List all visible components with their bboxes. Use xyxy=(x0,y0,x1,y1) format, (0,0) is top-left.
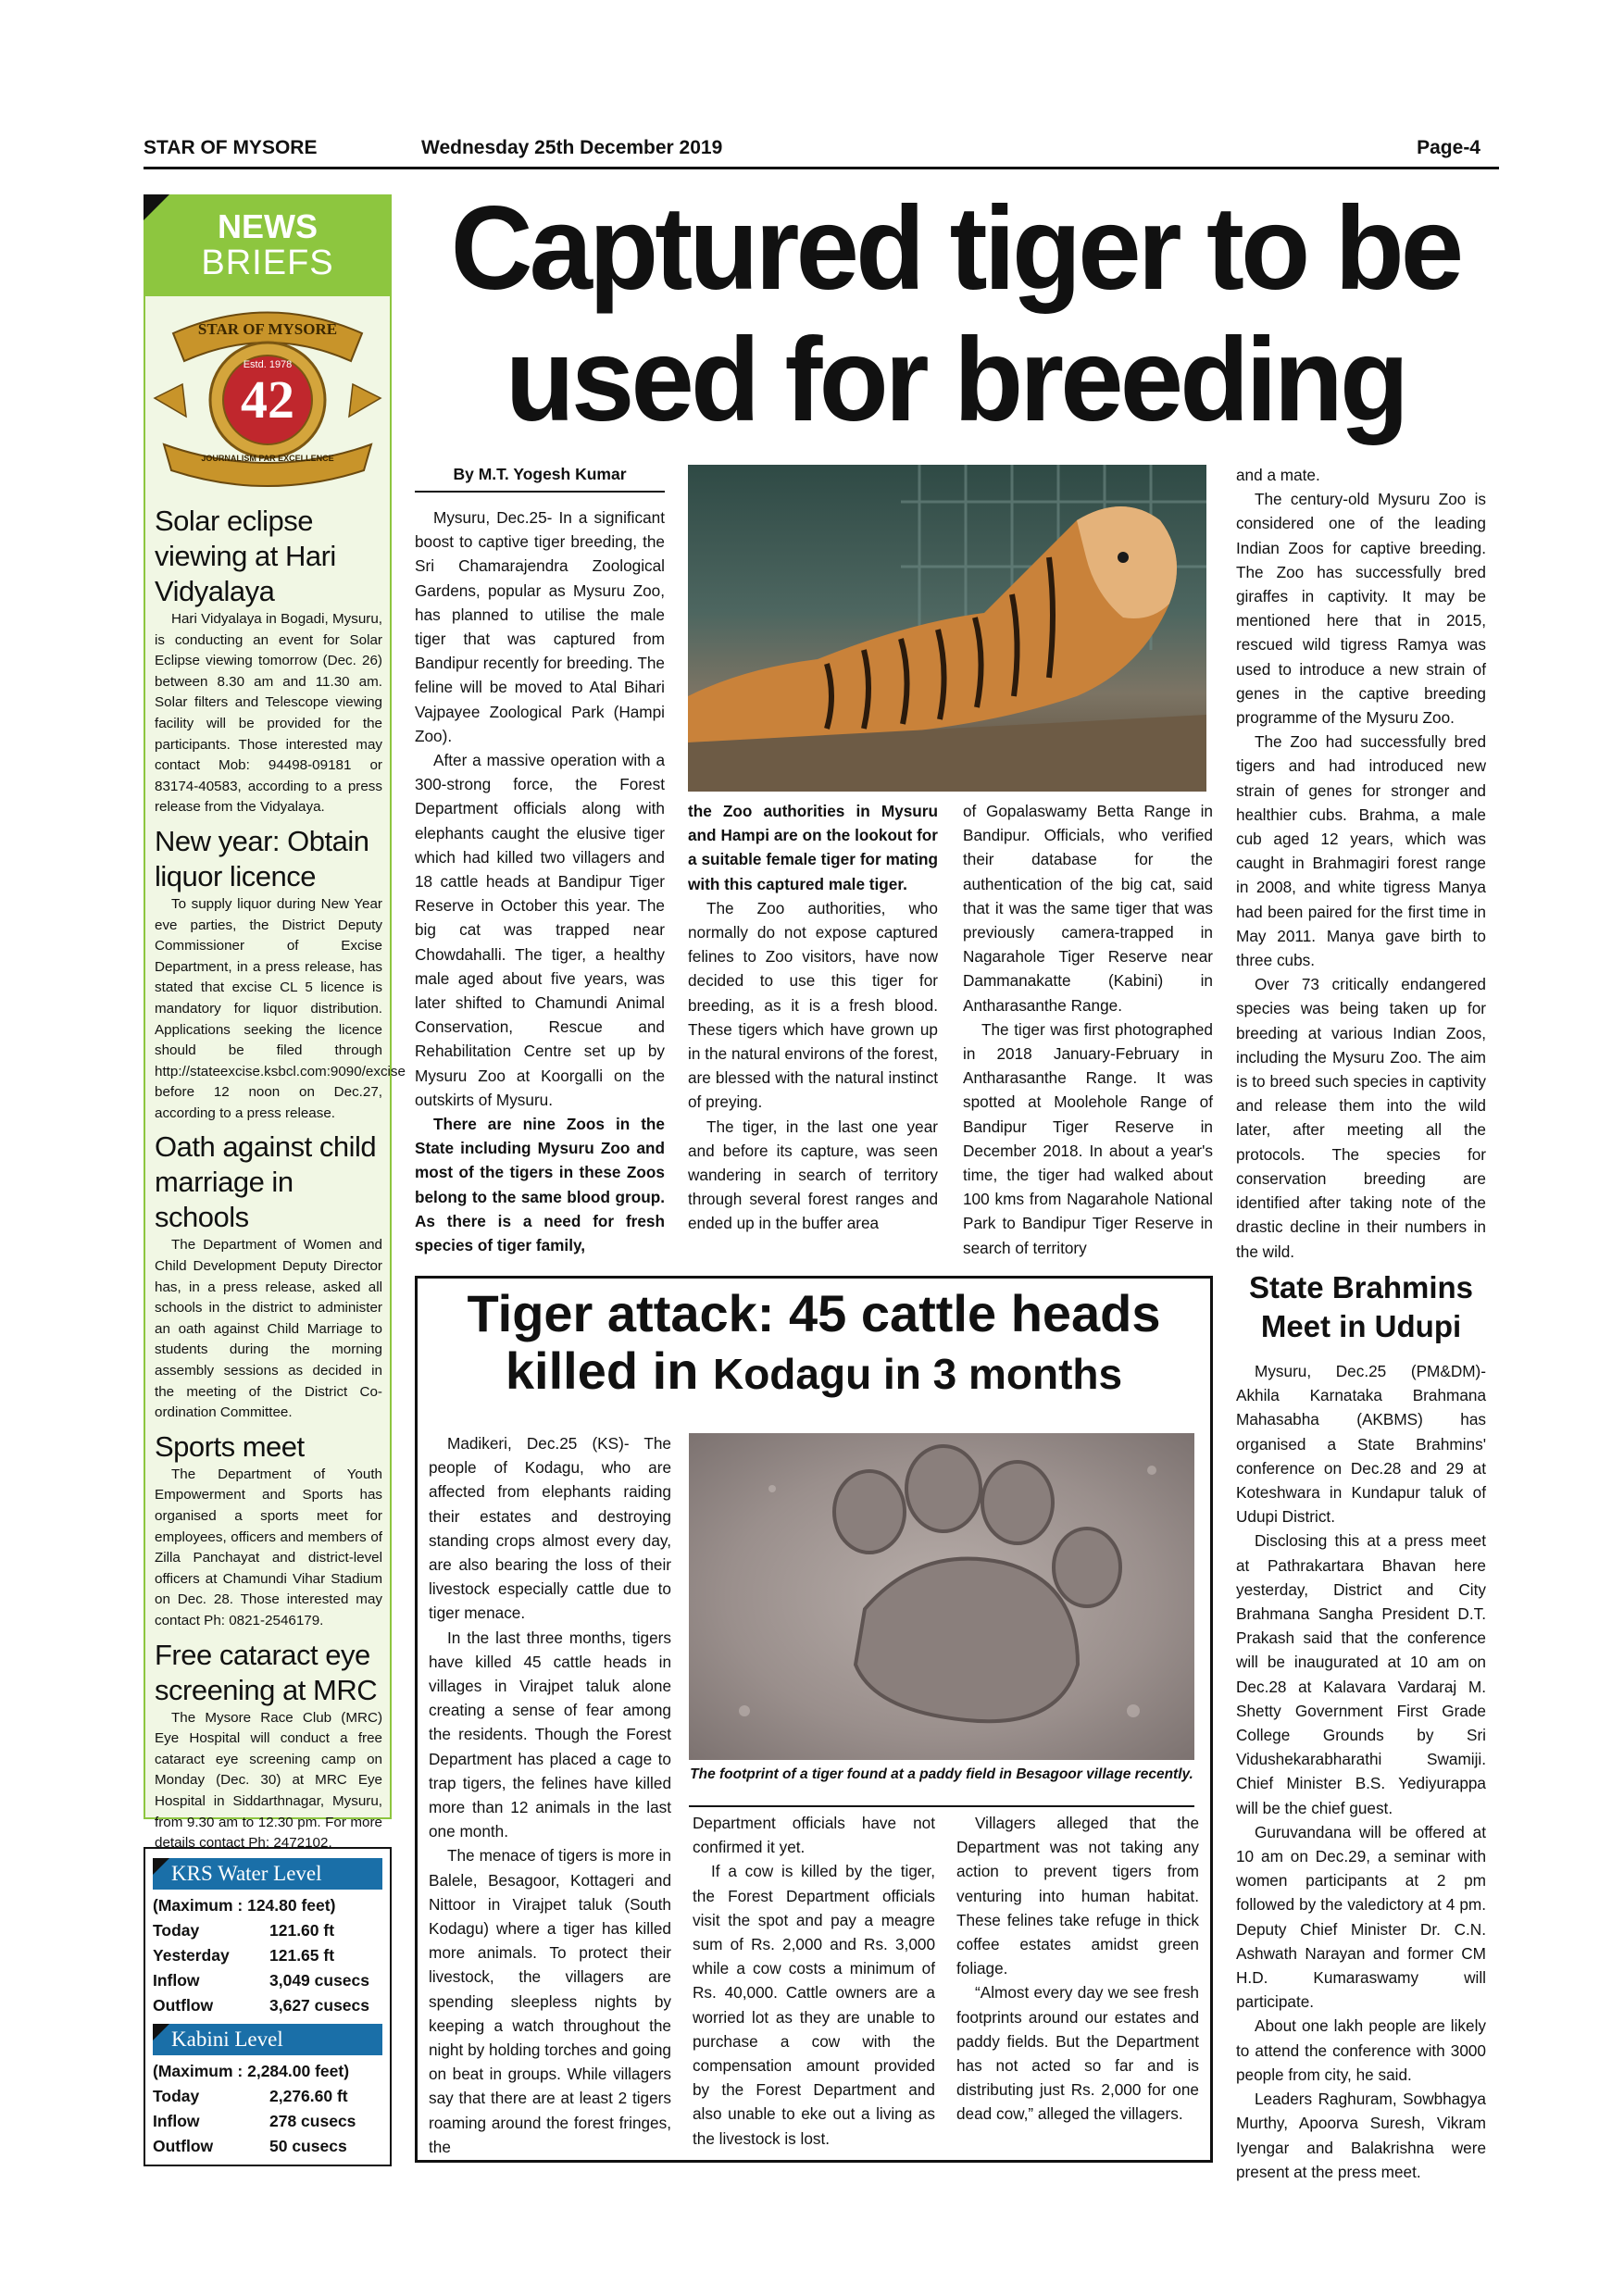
water-level-box xyxy=(144,1847,392,2166)
attack-headline-line2 xyxy=(421,1342,1206,1403)
brief-title: Free cataract eye screening at MRC xyxy=(155,1638,378,1706)
attack-headline xyxy=(421,1285,1206,1403)
krs-max: (Maximum : 124.80 feet) xyxy=(153,1896,336,1915)
krs-row: Inflow 3,049 cusecs xyxy=(153,1971,370,1990)
kabini-row: Today 2,276.60 ft xyxy=(153,2087,348,2105)
page-number: Page-4 xyxy=(1417,137,1480,158)
brahmins-paragraph: Guruvandana will be offered at 10 am on Dec.29, a seminar with women participants at 2 pm followed by the valedictory at 4 pm. Deputy Chief Minister Dr. C.N. Ashwath Narayan and former CM H.D. Kumaraswamy will participate. xyxy=(1236,1822,1486,2012)
brief-item xyxy=(155,1429,382,1632)
issue-date: Wednesday 25th December 2019 xyxy=(421,137,723,158)
brief-title: Solar eclipse viewing at Hari Vidyalaya xyxy=(155,505,336,607)
lead-paragraph: The tiger was first photographed in 2018 January-February in Antharasanthe Range. It was spotted at Moolehole Range of Bandipur Tiger Reserve in December 2018. In about a year's time, the tiger had walked about 100 kms from Nagarahole National Park to Bandipur Tiger Reserve in search of territory xyxy=(963,1019,1213,1257)
attack-paragraph: In the last three months, tigers have killed 45 cattle heads in villages in Virajpet taluk alone creating a sense of fear among the residents. Though the Forest Department has placed a cage to trap tigers, the felines have killed more than 12 animals in the last one month. xyxy=(429,1628,671,1841)
anniversary-logo xyxy=(145,296,390,504)
paper-name: STAR OF MYSORE xyxy=(144,137,318,158)
news-label: NEWS xyxy=(218,207,318,245)
lead-paragraph: of Gopalaswamy Betta Range in Bandipur. Officials, who verified their database for the authentication of the big cat, said that it was the same tiger that was previously camera-trapped in Nagarahole Tiger Reserve near Dammanakatte (Kabini) in Antharasanthe Range. xyxy=(963,802,1213,1015)
lead-paragraph: and a mate. xyxy=(1236,466,1320,484)
briefs-list xyxy=(145,504,406,1854)
brief-item xyxy=(155,824,406,1125)
attack-headline-rest: Kodagu in 3 months xyxy=(712,1350,1123,1398)
lead-column-2 xyxy=(688,799,938,1236)
kabini-max: (Maximum : 2,284.00 feet) xyxy=(153,2062,350,2080)
krs-title: KRS Water Level xyxy=(153,1858,382,1890)
attack-paragraph: The menace of tigers is more in Balele, Besagoor, Kottageri and Nittoor in Virajpet taluk (South Kodagu) where a tiger has killed more animals. To protect their livestock, the villagers are spending sleepless nights by keeping a watch throughout the night by holding torches and going on beat in groups. While villagers say that there are at least 2 tigers roaming around the forest fringes, the xyxy=(429,1846,671,2156)
footprint-illustration xyxy=(689,1433,1194,1760)
attack-headline-killed: killed in xyxy=(505,1341,699,1400)
news-briefs-banner xyxy=(145,196,390,296)
brahmins-headline: State Brahmins Meet in Udupi xyxy=(1248,1270,1474,1343)
lead-column-1 xyxy=(415,505,665,1257)
lead-paragraph-bold: the Zoo authorities in Mysuru and Hampi are on the lookout for a suitable female tiger for mating with this captured male tiger. xyxy=(688,802,938,893)
byline: By M.T. Yogesh Kumar xyxy=(453,465,627,483)
attack-column-2 xyxy=(693,1811,935,2151)
briefs-label: BRIEFS xyxy=(201,243,334,282)
brahmins-paragraph: Mysuru, Dec.25 (PM&DM)- Akhila Karnataka Brahmana Mahasabha (AKBMS) has organised a State Brahmins' conference on Dec.28 and 29 at Koteshwara in Kundapur taluk of Udupi District. xyxy=(1236,1362,1486,1527)
brahmins-column xyxy=(1236,1359,1486,2184)
attack-paragraph: “Almost every day we see fresh footprints around our estates and paddy fields. But the Department has not acted so far and is distributing just Rs. 2,000 for one dead cow,” alleged the villagers. xyxy=(956,1983,1199,2124)
brahmins-paragraph: Leaders Raghuram, Sowbhagya Murthy, Apoorva Suresh, Vikram Iyengar and Balakrishna were present at the press meet. xyxy=(1236,2090,1486,2181)
attack-headline-line1: Tiger attack: 45 cattle heads xyxy=(467,1284,1161,1342)
krs-row: Today 121.60 ft xyxy=(153,1921,335,1940)
brief-text: The Department of Women and Child Development Deputy Director has, in a press release, asked all schools in the district to administer an oath against Child Marriage to students during the morning assembly sessions as decided in the meeting of the District Co-ordination Committee. xyxy=(155,1237,382,1421)
captured-tiger-photo xyxy=(688,465,1206,792)
kabini-table xyxy=(153,2059,382,2159)
lead-paragraph: The century-old Mysuru Zoo is considered one of the leading Indian Zoos for captive breeding. The Zoo has successfully bred giraffes in captivity. It may be mentioned here that in 2015, rescued wild tigress Ramya was used to introduce a new strain of genes in the captive breeding programme of the Mysuru Zoo. xyxy=(1236,490,1486,728)
lead-paragraph: The tiger, in the last one year and before its capture, was seen wandering in search of territory through several forest ranges and ended up in the buffer area xyxy=(688,1117,938,1233)
lead-headline: Captured tiger to be used for breeding xyxy=(450,182,1461,446)
krs-row: Yesterday 121.65 ft xyxy=(153,1946,335,1965)
tiger-photo-illustration xyxy=(688,465,1206,792)
brief-text: Hari Vidyalaya in Bogadi, Mysuru, is conducting an event for Solar Eclipse viewing tomorrow (Dec. 26) between 8.30 am and 11.30 am. Solar filters and Telescope viewing facility will be provided for the participants. Those interested may contact Mob: 94498-09181 or 83174-40583, according to a press release from the Vidyalaya. xyxy=(155,611,382,816)
kabini-row: Outflow 50 cusecs xyxy=(153,2137,347,2155)
corner-mark xyxy=(144,194,169,220)
caption-rule xyxy=(689,1805,1194,1807)
logo-estd: Estd. 1978 xyxy=(243,359,293,370)
header-rule xyxy=(144,167,1499,169)
attack-paragraph: Madikeri, Dec.25 (KS)- The people of Kodagu, who are affected from elephants raiding their estates and destroying standing crops almost every day, are also bearing the loss of their livestock especially cattle due to tiger menace. xyxy=(429,1434,671,1623)
brahmins-paragraph: About one lakh people are likely to attend the conference with 3000 people from city, he said. xyxy=(1236,2016,1486,2084)
footprint-caption: The footprint of a tiger found at a paddy field in Besagoor village recently. xyxy=(690,1766,1193,1782)
lead-paragraph: After a massive operation with a 300-strong force, the Forest Department officials along with elephants caught the elusive tiger which had killed two villagers and 18 cattle heads at Bandipur Tiger Reserve in October this year. The big cat was trapped near Chowdahalli. The tiger, a healthy male aged about five years, was later shifted to Chamundi Animal Conservation, Rescue and Rehabilitation Centre set up by Mysuru Zoo at Koorgalli on the outskirts of Mysuru. xyxy=(415,751,665,1109)
lead-paragraph: The Zoo had successfully bred tigers and had introduced new strain of genes for stronger and healthier cubs. Brahma, a male cub aged 12 years, which was caught in Brahmagiri forest range in 2008, and white tigress Manya had been paired for the first time in May 2011. Manya gave birth to three cubs. xyxy=(1236,732,1486,970)
brahmins-paragraph: Disclosing this at a press meet at Pathrakartara Bhavan here yesterday, District and City Brahmana Sangha President D.T. Prakash said that the conference will be inaugurated at 10 am on Dec.28 at Kalavara Vardaraj M. Shetty Government First Grade College Grounds by Sri Vidushekarabharathi Swamiji. Chief Minister B.S. Yediyurappa will be the chief guest. xyxy=(1236,1531,1486,1817)
kabini-title: Kabini Level xyxy=(153,2024,382,2055)
krs-table xyxy=(153,1893,382,2018)
brief-item xyxy=(155,504,382,818)
brief-title: Oath against child marriage in schools xyxy=(155,1130,377,1234)
logo-bottom-text: JOURNALISM PAR EXCELLENCE xyxy=(201,454,334,463)
brief-title: New year: Obtain liquor licence xyxy=(155,824,369,892)
lead-paragraph: Over 73 critically endangered species was being taken up for breeding at various Indian Zoos, including the Mysuru Zoo. The aim is to breed such species in captivity and release them into the wild later, after meeting all the protocols. The species for conservation breeding are identified after taking note of the drastic decline in their numbers in the wild. xyxy=(1236,975,1486,1261)
lead-column-4 xyxy=(1236,463,1486,1264)
lead-paragraph: The Zoo authorities, who normally do not expose captured felines to Zoo visitors, have now decided to use this tiger for breeding, as it is a fresh blood. These tigers which have grown up in the natural environs of the forest, are blessed with the natural instinct of preying. xyxy=(688,898,938,1112)
attack-column-3 xyxy=(956,1811,1199,2127)
attack-paragraph: Villagers alleged that the Department was not taking any action to prevent tigers from venturing into human habitat. These felines take refuge in thick coffee estates amidst green foliage. xyxy=(956,1814,1199,1978)
kabini-row: Inflow 278 cusecs xyxy=(153,2112,356,2130)
attack-paragraph: Department officials have not confirmed it yet. xyxy=(693,1814,935,1857)
brief-item xyxy=(155,1129,382,1423)
lead-paragraph: Mysuru, Dec.25- In a significant boost to captive tiger breeding, the Sri Chamarajendra Zoological Gardens, popular as Mysuru Zoo, has planned to utilise the male tiger that was captured from Bandipur recently for breeding. The feline will be moved to Atal Bihari Vajpayee Zoological Park (Hampi Zoo). xyxy=(415,508,665,745)
brief-text: To supply liquor during New Year eve parties, the District Deputy Commissioner of Excise Department, in a press release, has stated that excise CL 5 licence is mandatory for liquor distribution. Applications seeking the licence should be filed through http://stateexcise.ksbcl.com:9090/excise before 12 noon on Dec.27, according to a press release. xyxy=(155,895,406,1121)
brief-item xyxy=(155,1638,382,1854)
news-briefs-panel xyxy=(144,194,406,1852)
attack-paragraph: If a cow is killed by the tiger, the Forest Department officials visit the spot and pay a meagre sum of Rs. 2,000 and Rs. 3,000 while a cow costs a minimum of Rs. 40,000. Cattle owners are a worried lot as they are unable to purchase a cow with the compensation amount provided by the Forest Department and also unable to eke out a living as the livestock is lost. xyxy=(693,1862,935,2148)
footprint-photo xyxy=(689,1433,1194,1760)
lead-paragraph-bold: There are nine Zoos in the State including Mysuru Zoo and most of the tigers in these Zoos belong to the same blood group. As there is a need for fresh species of tiger family, xyxy=(415,1115,665,1255)
lead-column-3 xyxy=(963,799,1213,1260)
krs-row: Outflow 3,627 cusecs xyxy=(153,1996,370,2015)
brief-text: The Department of Youth Empowerment and Sports has organised a sports meet for employees, officers and members of Zilla Panchayat and district-level officers at Chamundi Vihar Stadium on Dec. 28. Those interested may contact Ph: 0821-2546179. xyxy=(155,1466,382,1628)
logo-number: 42 xyxy=(241,369,294,430)
attack-column-1 xyxy=(429,1431,671,2159)
logo-top-text: STAR OF MYSORE xyxy=(197,320,338,338)
byline-rule xyxy=(415,491,665,493)
brief-text: The Mysore Race Club (MRC) Eye Hospital will conduct a free cataract eye screening camp on Monday (Dec. 30) at MRC Eye Hospital in Siddarthnagar, Mysuru, from 9.30 am to 12.30 pm. For more details contact Ph: 2472102. xyxy=(155,1709,382,1852)
brief-title: Sports meet xyxy=(155,1429,305,1463)
